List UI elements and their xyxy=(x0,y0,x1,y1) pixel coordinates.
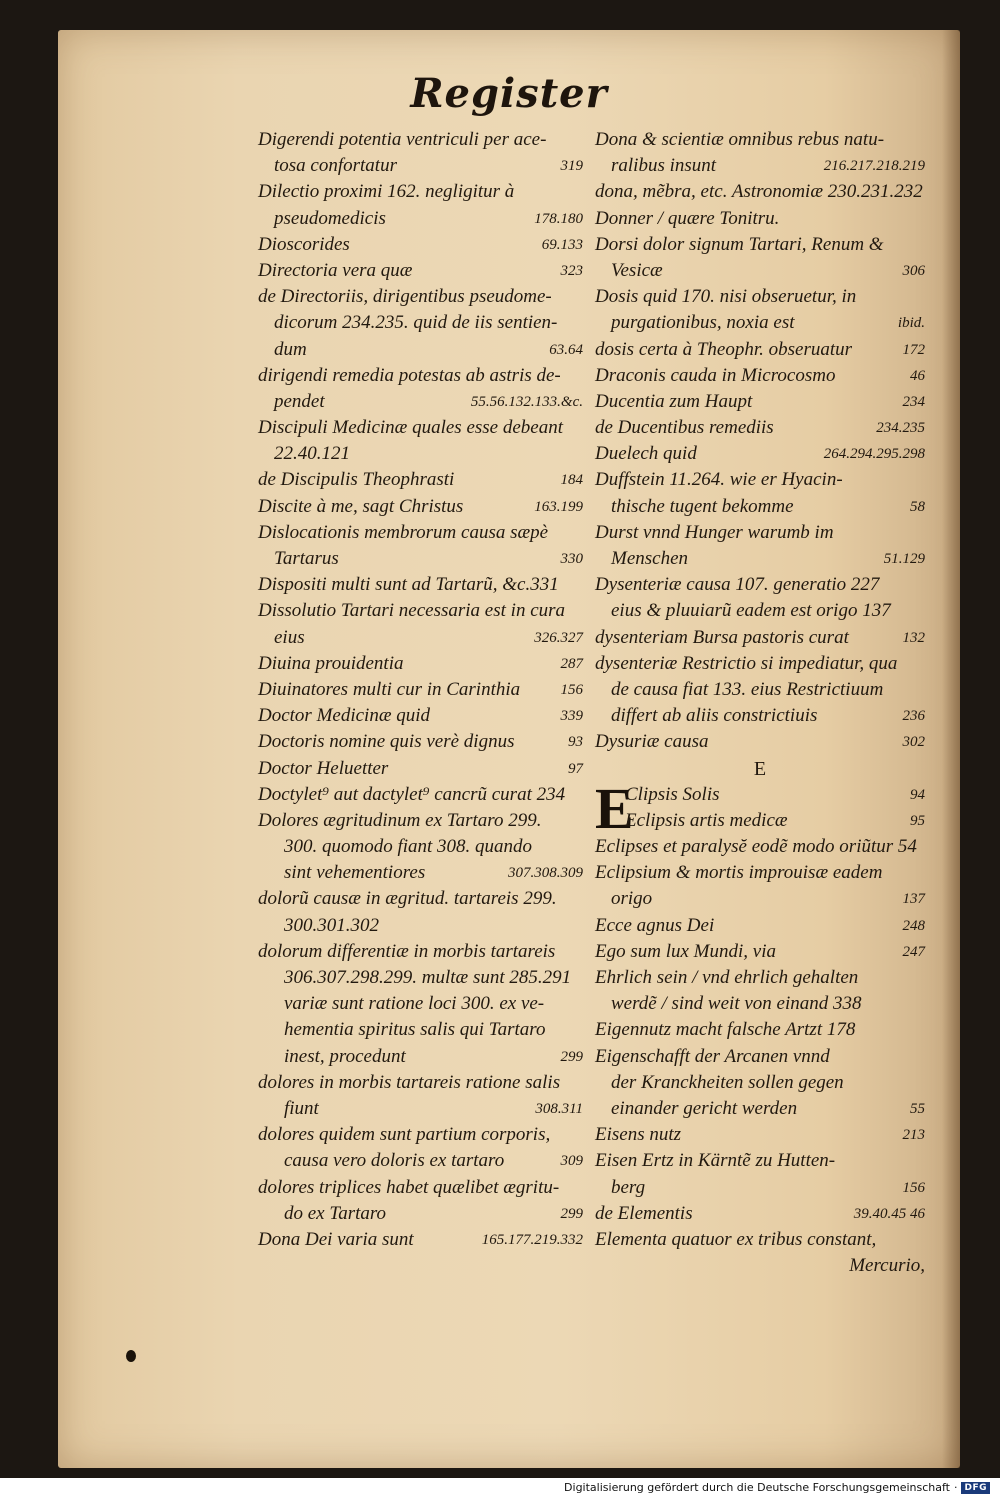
index-entry-line xyxy=(258,729,583,755)
index-entry-text: Digerendi potentia ventriculi per ace- xyxy=(258,129,547,150)
index-entry-line xyxy=(258,1070,583,1096)
index-entry-line xyxy=(595,1122,925,1148)
index-entry-text: tosa confortatur xyxy=(274,155,397,177)
index-page-reference: 165.177.219.332 xyxy=(481,1231,583,1248)
index-entry-line xyxy=(258,756,583,782)
index-entry-text: fiunt xyxy=(284,1097,319,1119)
index-page-reference: 55.56.132.133.&c. xyxy=(470,393,583,410)
index-entry-line xyxy=(595,494,925,520)
index-entry-line xyxy=(595,886,925,912)
index-entry-line xyxy=(258,834,583,860)
index-entry-text: dolorum differentiæ in morbis tartareis xyxy=(258,940,556,962)
index-entry-text: Discite à me, sagt Christus xyxy=(258,495,464,517)
index-entry-line xyxy=(258,520,583,546)
index-entry-text: causa vero doloris ex tartaro xyxy=(284,1150,505,1172)
index-entry-line xyxy=(258,494,583,520)
index-page-reference: 234.235 xyxy=(876,420,925,437)
index-entry-text: pendet xyxy=(274,390,325,412)
index-entry-line xyxy=(595,860,925,886)
index-entry-text: eius & pluuiarũ eadem est origo 137 xyxy=(611,600,891,622)
index-page-reference: 39.40.45 46 xyxy=(853,1205,925,1222)
index-page-reference: ibid. xyxy=(897,315,925,332)
index-entry-line xyxy=(595,127,925,153)
index-page-reference: 93 xyxy=(568,734,583,751)
index-entry-line xyxy=(595,939,925,965)
index-entry-line xyxy=(258,965,583,991)
index-page-reference: 156 xyxy=(902,1179,925,1196)
index-entry-line xyxy=(258,1096,583,1122)
index-entry-line xyxy=(258,441,583,467)
index-entry-line xyxy=(258,1044,583,1070)
index-entry-line xyxy=(595,310,925,336)
index-entry-text: de Directoriis, dirigentibus pseudome- xyxy=(258,286,552,308)
index-entry-text: de Elementis xyxy=(595,1202,693,1224)
index-entry-line xyxy=(258,258,583,284)
index-entry-text: Menschen xyxy=(611,548,689,569)
index-page-reference: 306 xyxy=(902,262,925,279)
index-entry-text: origo xyxy=(611,888,653,910)
index-entry-line xyxy=(258,572,583,598)
index-entry-line xyxy=(258,337,583,363)
index-entry-text: Ducentia zum Haupt xyxy=(595,390,753,412)
index-entry-line xyxy=(258,886,583,912)
index-entry-text: Dona Dei varia sunt xyxy=(258,1228,414,1250)
index-entry-line xyxy=(258,913,583,939)
index-entry-line xyxy=(595,363,925,389)
index-entry-line xyxy=(595,206,925,232)
index-entry-line xyxy=(258,153,583,179)
book-page xyxy=(58,30,960,1468)
index-entry-text: Eclipses et paralysĕ eodẽ modo oriũtur 54 xyxy=(595,836,917,858)
index-entry-line xyxy=(595,1201,925,1227)
index-page-reference: 319 xyxy=(560,158,583,175)
index-entry-text: Doctoris nomine quis verè dignus xyxy=(258,731,515,753)
index-entry-text: 22.40.121 xyxy=(274,443,350,465)
index-entry-text: Eisen Ertz in Kärntẽ zu Hutten- xyxy=(595,1150,836,1172)
index-entry-line xyxy=(595,703,925,729)
index-entry-line xyxy=(595,1148,925,1174)
index-entry-text: dirigendi remedia potestas ab astris de- xyxy=(258,364,561,386)
index-entry-line xyxy=(595,389,925,415)
index-entry-line xyxy=(595,337,925,363)
index-entry-line xyxy=(258,1122,583,1148)
index-entry-text: Dorsi dolor signum Tartari, Renum & xyxy=(595,233,884,255)
index-entry-text: de Discipulis Theophrasti xyxy=(258,469,455,491)
running-head: Register xyxy=(410,70,608,117)
index-entry-text: Dissolutio Tartari necessaria est in cura xyxy=(258,600,566,622)
index-entry-line xyxy=(595,415,925,441)
index-entry-text: purgationibus, noxia est xyxy=(611,312,795,334)
index-entry-text: Ecce agnus Dei xyxy=(595,914,715,936)
index-entry-text: 306.307.298.299. multæ sunt 285.291 xyxy=(284,967,572,988)
index-entry-line xyxy=(258,467,583,493)
index-entry-text: Elementa quatuor ex tribus constant, xyxy=(595,1228,877,1250)
index-page-reference: 299 xyxy=(560,1205,583,1222)
index-entry-text: Doctor Heluetter xyxy=(258,757,389,779)
index-entry-text: Vesicæ xyxy=(611,259,663,281)
index-entry-text: Ego sum lux Mundi, via xyxy=(595,940,777,962)
index-entry-line xyxy=(595,1227,925,1253)
index-entry-line xyxy=(595,1175,925,1201)
index-entry-text: Dispositi multi sunt ad Tartarũ, &c.331 xyxy=(258,574,559,596)
index-entry-text: Draconis cauda in Microcosmo xyxy=(595,364,836,386)
index-entry-text: Dioscorides xyxy=(258,233,350,255)
index-entry-text: werdẽ / sind weit von einand 338 xyxy=(611,993,862,1015)
index-entry-line xyxy=(595,153,925,179)
index-entry-text: dolorũ causæ in ægritud. tartareis 299. xyxy=(258,888,557,910)
index-page-reference: 58 xyxy=(910,498,925,515)
index-page-reference: 236 xyxy=(902,708,925,725)
index-page-reference: 308.311 xyxy=(535,1100,583,1117)
index-entry-text: Diuina prouidentia xyxy=(258,652,404,674)
index-entry-line xyxy=(258,860,583,886)
index-entry-line xyxy=(595,651,925,677)
index-page-reference: 137 xyxy=(902,891,925,908)
index-entry-line xyxy=(258,703,583,729)
index-page-reference: 156 xyxy=(560,681,583,698)
index-column-right xyxy=(595,127,925,1279)
index-page-reference: 63.64 xyxy=(549,341,583,358)
index-entry-line xyxy=(595,1044,925,1070)
index-entry-line xyxy=(258,179,583,205)
index-entry-line xyxy=(258,808,583,834)
index-entry-text: inest, procedunt xyxy=(284,1045,406,1067)
index-entry-text: der Kranckheiten sollen gegen xyxy=(611,1071,844,1093)
index-entry-line xyxy=(595,441,925,467)
index-page-reference: 163.199 xyxy=(534,498,583,515)
index-entry-line xyxy=(258,206,583,232)
index-column-left xyxy=(258,127,583,1253)
index-entry-line xyxy=(595,284,925,310)
index-entry-line xyxy=(595,520,925,546)
index-entry-text: Diuinatores multi cur in Carinthia xyxy=(258,678,521,700)
index-page-reference: 247 xyxy=(902,943,925,960)
index-page-reference: 302 xyxy=(902,734,925,751)
index-page-reference: 97 xyxy=(568,760,583,777)
index-entry-line xyxy=(595,756,925,782)
index-entry-line xyxy=(258,546,583,572)
index-entry-text: Ehrlich sein / vnd ehrlich gehalten xyxy=(595,967,859,988)
index-entry-line xyxy=(258,1175,583,1201)
index-entry-line xyxy=(595,913,925,939)
index-entry-text: berg xyxy=(611,1176,646,1198)
index-entry-text: Donner / quære Tonitru. xyxy=(595,207,780,229)
index-entry-line xyxy=(595,1070,925,1096)
index-entry-line xyxy=(595,729,925,755)
index-entry-text: eius xyxy=(274,626,305,648)
index-page-reference: 94 xyxy=(910,786,925,803)
index-page-reference: 299 xyxy=(560,1048,583,1065)
index-entry-line xyxy=(595,179,925,205)
index-entry-text: Directoria vera quæ xyxy=(258,259,413,281)
index-entry-text: 300.301.302 xyxy=(284,914,379,936)
index-entry-text: dona, mẽbra, etc. Astronomiæ 230.231.232 xyxy=(595,181,923,203)
index-entry-text: E xyxy=(753,757,767,780)
index-entry-text: dolores quidem sunt partium corporis, xyxy=(258,1124,551,1146)
index-entry-line xyxy=(258,991,583,1017)
index-entry-text: Discipuli Medicinæ quales esse debeant xyxy=(258,417,563,439)
index-page-reference: 69.133 xyxy=(541,236,583,253)
index-entry-text: Eigenschafft der Arcanen vnnd xyxy=(595,1045,830,1067)
index-entry-text: Dolores ægritudinum ex Tartaro 299. xyxy=(258,809,542,831)
index-entry-line xyxy=(595,258,925,284)
index-entry-line xyxy=(595,232,925,258)
index-entry-text: Eigennutz macht falsche Artzt 178 xyxy=(595,1019,856,1041)
index-entry-line xyxy=(595,572,925,598)
index-page-reference: 323 xyxy=(560,262,583,279)
index-page-reference: 309 xyxy=(560,1153,583,1170)
index-entry-text: thische tugent bekomme xyxy=(611,495,794,517)
index-entry-line xyxy=(258,598,583,624)
index-page-reference: 46 xyxy=(910,367,925,384)
index-entry-line xyxy=(258,651,583,677)
index-entry-line xyxy=(595,598,925,624)
index-entry-text: de Ducentibus remediis xyxy=(595,417,774,439)
index-entry-text: dolores triplices habet quælibet ægritu- xyxy=(258,1176,560,1198)
index-entry-text: do ex Tartaro xyxy=(284,1202,387,1224)
index-entry-text: dolores in morbis tartareis ratione salis xyxy=(258,1071,561,1093)
index-entry-text: Duelech quid xyxy=(595,443,697,465)
index-entry-line xyxy=(595,808,925,834)
index-entry-line xyxy=(595,1253,925,1279)
index-entry-line xyxy=(595,625,925,651)
index-entry-line xyxy=(595,1096,925,1122)
index-page-reference: 55 xyxy=(910,1100,925,1117)
index-entry-line xyxy=(258,1017,583,1043)
index-entry-text: differt ab aliis constrictiuis xyxy=(611,705,818,727)
index-entry-text: sint vehementiores xyxy=(284,862,426,884)
index-entry-line xyxy=(595,677,925,703)
index-entry-text: dosis certa à Theophr. obseruatur xyxy=(595,338,853,360)
index-entry-line xyxy=(258,389,583,415)
index-entry-line xyxy=(258,363,583,389)
index-entry-text: Tartarus xyxy=(274,548,339,569)
index-entry-text: 300. quomodo fiant 308. quando xyxy=(284,836,533,858)
index-entry-line xyxy=(258,284,583,310)
index-entry-text: Eisens nutz xyxy=(595,1124,682,1146)
index-entry-line xyxy=(258,310,583,336)
index-entry-text: Durst vnnd Hunger warumb im xyxy=(595,521,834,543)
index-entry-line xyxy=(595,546,925,572)
index-entry-line xyxy=(595,834,925,860)
index-page-reference: 172 xyxy=(902,341,925,358)
index-entry-line xyxy=(595,1017,925,1043)
index-page-reference: 248 xyxy=(902,917,925,934)
index-entry-text: pseudomedicis xyxy=(274,207,386,229)
index-page-reference: 330 xyxy=(560,551,583,567)
index-entry-text: hementia spiritus salis qui Tartaro xyxy=(284,1019,546,1041)
index-entry-text: dum xyxy=(274,338,307,360)
index-page-reference: 95 xyxy=(910,812,925,829)
index-entry-line xyxy=(595,991,925,1017)
index-entry-text: dysenteriæ Restrictio si impediatur, qua xyxy=(595,652,898,674)
index-entry-text: Duffstein 11.264. wie er Hyacin- xyxy=(595,469,843,491)
index-entry-line xyxy=(258,415,583,441)
dfg-logo-icon: DFG xyxy=(961,1482,990,1494)
index-entry-line xyxy=(258,782,583,808)
index-page-reference: 178.180 xyxy=(534,210,583,227)
index-entry-line xyxy=(258,1201,583,1227)
index-page-reference: 307.308.309 xyxy=(508,865,583,882)
index-entry-text: Doctor Medicinæ quid xyxy=(258,705,431,727)
index-entry-line xyxy=(258,1227,583,1253)
index-entry-text: dicorum 234.235. quid de iis sentien- xyxy=(274,312,558,334)
index-page-reference: 184 xyxy=(560,472,583,489)
index-page-reference: 216.217.218.219 xyxy=(823,158,925,175)
digitization-footer: Digitalisierung gefördert durch die Deutsche Forschungsgemeinschaft · DFG xyxy=(564,1481,990,1494)
index-page-reference: 234 xyxy=(902,393,925,410)
index-entry-text: dysenteriam Bursa pastoris curat xyxy=(595,626,849,648)
index-entry-text: Clipsis Solis xyxy=(625,783,720,805)
index-entry-text: Dosis quid 170. nisi obseruetur, in xyxy=(595,286,857,308)
index-entry-line xyxy=(258,232,583,258)
index-entry-text: ralibus insunt xyxy=(611,155,717,177)
index-entry-text: de causa fiat 133. eius Restrictiuum xyxy=(611,678,884,700)
index-page-reference: 339 xyxy=(560,708,583,725)
index-entry-text: Dysenteriæ causa 107. generatio 227 xyxy=(595,574,880,596)
index-entry-text: Eclipsis artis medicæ xyxy=(625,809,788,831)
footer-text: Digitalisierung gefördert durch die Deutsche Forschungsgemeinschaft xyxy=(564,1481,950,1494)
index-entry-text: einander gericht werden xyxy=(611,1097,798,1119)
index-entry-text: Doctylet⁹ aut dactylet⁹ cancrũ curat 234 xyxy=(258,783,566,805)
index-entry-line xyxy=(258,625,583,651)
index-page-reference: 326.327 xyxy=(534,629,583,646)
index-entry-text: Dona & scientiæ omnibus rebus natu- xyxy=(595,129,885,150)
index-entry-line xyxy=(258,677,583,703)
index-entry-line xyxy=(595,467,925,493)
page-edge-shadow xyxy=(942,30,960,1468)
index-page-reference: 264.294.295.298 xyxy=(823,446,925,463)
ink-blot xyxy=(126,1350,136,1362)
index-entry-line xyxy=(258,1148,583,1174)
index-page-reference: 213 xyxy=(902,1127,925,1144)
index-entry-line xyxy=(258,127,583,153)
drop-initial: E xyxy=(595,775,634,841)
index-entry-text: variæ sunt ratione loci 300. ex ve- xyxy=(284,993,545,1015)
index-entry-line xyxy=(595,965,925,991)
index-entry-text: Dysuriæ causa xyxy=(595,731,709,753)
index-page-reference: 51.129 xyxy=(883,551,925,567)
index-entry-text: Dilectio proximi 162. negligitur à xyxy=(258,181,515,203)
index-page-reference: 287 xyxy=(560,655,583,672)
index-entry-text: Eclipsium & mortis improuisæ eadem xyxy=(595,862,883,884)
index-entry-text: Dislocationis membrorum causa sæpè xyxy=(258,521,549,543)
index-entry-line xyxy=(258,939,583,965)
index-entry-text: Mercurio, xyxy=(849,1255,925,1277)
index-page-reference: 132 xyxy=(902,629,925,646)
